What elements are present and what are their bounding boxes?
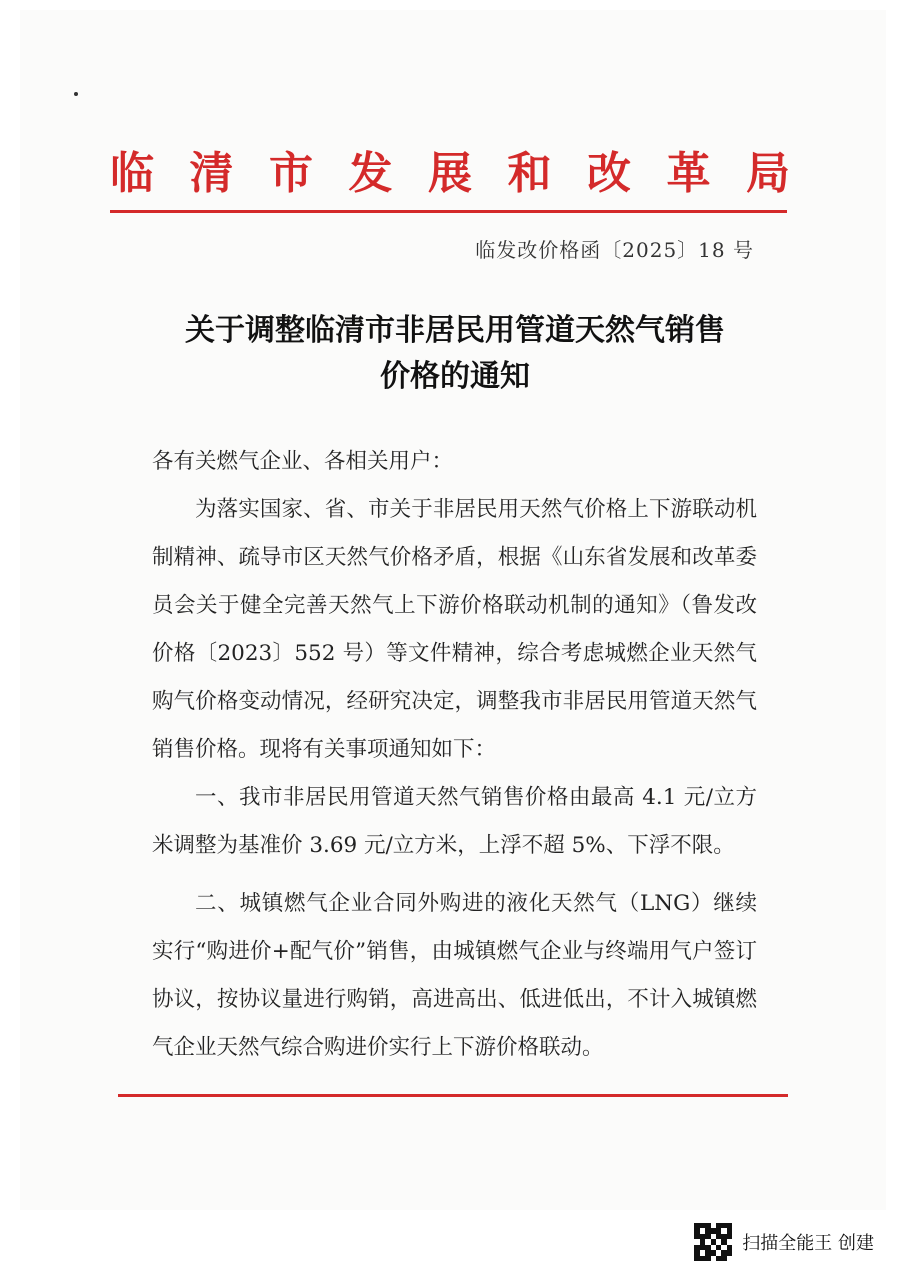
- document-title: [110, 308, 800, 400]
- scanner-watermark: [694, 1222, 874, 1262]
- header-char: 改: [587, 148, 631, 199]
- document-number: 临发改价格函〔2025〕18 号: [475, 238, 754, 262]
- header-char: 市: [269, 148, 313, 199]
- header-char: 革: [666, 148, 711, 199]
- footer-red-rule: [118, 1094, 788, 1097]
- header-char: 发: [348, 148, 393, 199]
- scan-speck: [74, 92, 78, 96]
- title-line-1: 关于调整临清市非居民用管道天然气销售: [185, 313, 725, 348]
- issuing-office-header: [110, 148, 790, 200]
- header-red-rule: [110, 210, 787, 213]
- document-body: [152, 438, 757, 1072]
- header-char: 局: [746, 148, 790, 199]
- intro-paragraph: 为落实国家、省、市关于非居民用天然气价格上下游联动机制精神、疏导市区天然气价格矛盾，根据《山东省发展和改革委员会关于健全完善天然气上下游价格联动机制的通知》（鲁发改价格〔2023〕552 号）等文件精神，综合考虑城燃企业天然气购气价格变动情况，经研究决定，调整我市非居民用管道天然气销售价格。现将有关事项通知如下：: [152, 497, 757, 762]
- watermark-text: 扫描全能王 创建: [742, 1233, 874, 1254]
- header-char: 清: [189, 148, 234, 199]
- title-line-2: 价格的通知: [380, 359, 530, 394]
- header-char: 和: [507, 148, 552, 199]
- qr-code-icon: [694, 1223, 732, 1261]
- header-char: 临: [110, 148, 154, 199]
- item-1-paragraph: 一、我市非居民用管道天然气销售价格由最高 4.1 元/立方米调整为基准价 3.69 元/立方米，上浮不超 5%、下浮不限。: [152, 785, 757, 858]
- header-char: 展: [428, 148, 472, 199]
- greeting: 各有关燃气企业、各相关用户：: [152, 449, 454, 474]
- item-2-paragraph: 二、城镇燃气企业合同外购进的液化天然气（LNG）继续实行“购进价+配气价”销售，由城镇燃气企业与终端用气户签订协议，按协议量进行购销，高进高出、低进低出，不计入城镇燃气企业天然气综合购进价实行上下游价格联动。: [152, 891, 757, 1060]
